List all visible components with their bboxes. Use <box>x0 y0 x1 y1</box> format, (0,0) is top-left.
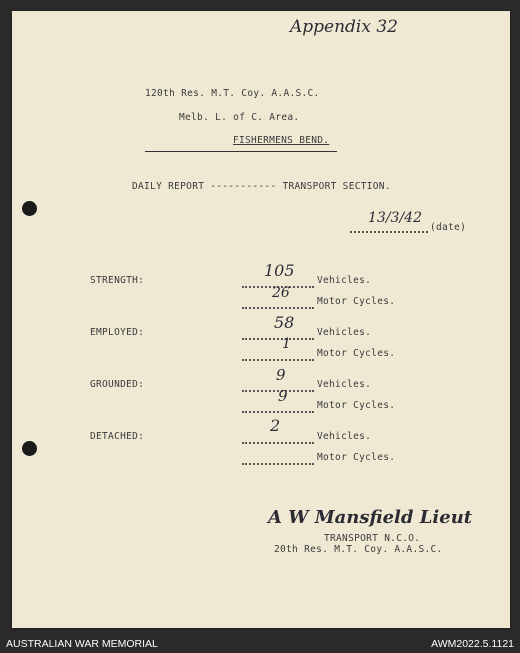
row-label-detached: DETACHED: <box>90 431 145 442</box>
vehicles-label: Vehicles. <box>317 379 372 390</box>
motor-cycles-label: Motor Cycles. <box>317 452 396 463</box>
appendix-note: Appendix 32 <box>290 17 398 37</box>
dots <box>242 359 314 361</box>
unit-line-1: 120th Res. M.T. Coy. A.A.S.C. <box>145 88 320 99</box>
strength-motorcycles-value: 26 <box>272 285 290 301</box>
motor-cycles-label: Motor Cycles. <box>317 400 396 411</box>
report-title: DAILY REPORT ----------- TRANSPORT SECTION. <box>132 181 391 192</box>
strength-vehicles-value: 105 <box>264 261 295 280</box>
date-label: (date) <box>430 222 467 233</box>
grounded-vehicles-value: 9 <box>276 366 286 384</box>
punch-hole-top <box>22 201 37 216</box>
motor-cycles-label: Motor Cycles. <box>317 296 396 307</box>
header-rule <box>145 151 337 152</box>
vehicles-label: Vehicles. <box>317 275 372 286</box>
grounded-motorcycles-value: 9 <box>278 387 288 405</box>
signature: A W Mansfield Lieut <box>268 507 473 528</box>
signoff-line-1: TRANSPORT N.C.O. <box>324 533 421 544</box>
dots <box>242 307 314 309</box>
unit-line-3: FISHERMENS BEND. <box>233 135 330 146</box>
punch-hole-bottom <box>22 441 37 456</box>
footer-institution: AUSTRALIAN WAR MEMORIAL <box>6 638 158 650</box>
unit-line-2: Melb. L. of C. Area. <box>179 112 300 123</box>
date-value: 13/3/42 <box>368 210 422 226</box>
document-page <box>12 11 510 628</box>
dots <box>242 442 314 444</box>
row-label-employed: EMPLOYED: <box>90 327 145 338</box>
motor-cycles-label: Motor Cycles. <box>317 348 396 359</box>
dots <box>242 463 314 465</box>
detached-vehicles-value: 2 <box>270 416 281 435</box>
vehicles-label: Vehicles. <box>317 327 372 338</box>
vehicles-label: Vehicles. <box>317 431 372 442</box>
date-dots <box>350 231 428 233</box>
dots <box>242 411 314 413</box>
row-label-strength: STRENGTH: <box>90 275 145 286</box>
dots <box>242 338 314 340</box>
row-label-grounded: GROUNDED: <box>90 379 145 390</box>
signoff-line-2: 20th Res. M.T. Coy. A.A.S.C. <box>274 544 443 555</box>
employed-vehicles-value: 58 <box>274 313 295 332</box>
footer-accession-number: AWM2022.5.1121 <box>431 638 514 650</box>
employed-motorcycles-value: 1 <box>282 336 291 352</box>
